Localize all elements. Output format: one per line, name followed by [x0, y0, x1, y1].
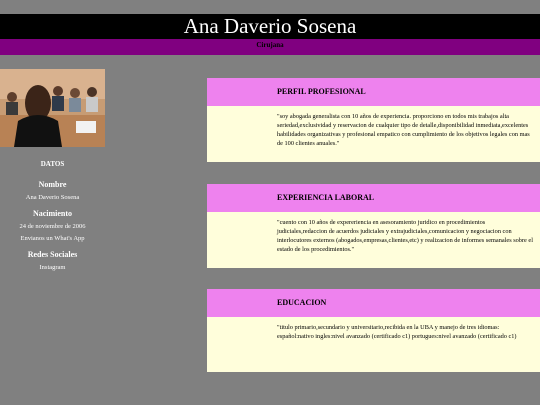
name-value: Ana Daverio Sosena [25, 194, 80, 201]
profile-section-title: PERFIL PROFESIONAL [207, 78, 540, 106]
education-section-body: "titulo primario,secundario y universitario,recibida en la UBA y manejo de tres idiomas: español:nativo ingles:nivel avanzado (certificado c1) portugues:nivel avanzado (certificado c1) [207, 317, 540, 372]
instagram-link[interactable]: Instagram [39, 264, 66, 271]
whatsapp-link[interactable]: Envianos un What's App [20, 235, 85, 242]
education-section [207, 289, 540, 372]
birth-label: Nacimiento [32, 209, 73, 218]
birth-value: 24 de noviembre de 2006 [19, 223, 86, 230]
profile-photo-image [0, 69, 105, 147]
role-bar [0, 39, 540, 55]
social-label: Redes Sociales [27, 250, 78, 259]
data-section-title: DATOS [40, 160, 65, 168]
profile-section [207, 78, 540, 162]
profile-section-body: "soy abogada generalista con 10 años de experiencia. proporciono en todos mis trabajos alta seriedad,exclusividad y reservacion de cualquier tipo de detalle,disponibilidad inmediata,excelentes habilidades organizativas y profesional empatico con cumplimiento de los objetivos legales con mas de 100 clientes anuales." [207, 106, 540, 162]
experience-section-title: EXPERIENCIA LABORAL [207, 184, 540, 212]
page-title: Ana Daverio Sosena [183, 14, 357, 38]
profile-photo [0, 69, 105, 147]
experience-section [207, 184, 540, 268]
experience-section-body: "cuento con 10 años de expereriencia en asesoramiento juridico en procedimientos judiciales,redaccion de acuerdos judiciales y extrajudiciales,comunicacion y negociacion con interlocutores externos (abogados,empresas,clientes,etc) y realizacion de informes semanales sobre el estado de los procedimientos." [207, 212, 540, 268]
education-section-title: EDUCACION [207, 289, 540, 317]
role-label: Cirujana [256, 41, 284, 49]
page-title-bar [0, 14, 540, 39]
name-label: Nombre [38, 180, 67, 189]
